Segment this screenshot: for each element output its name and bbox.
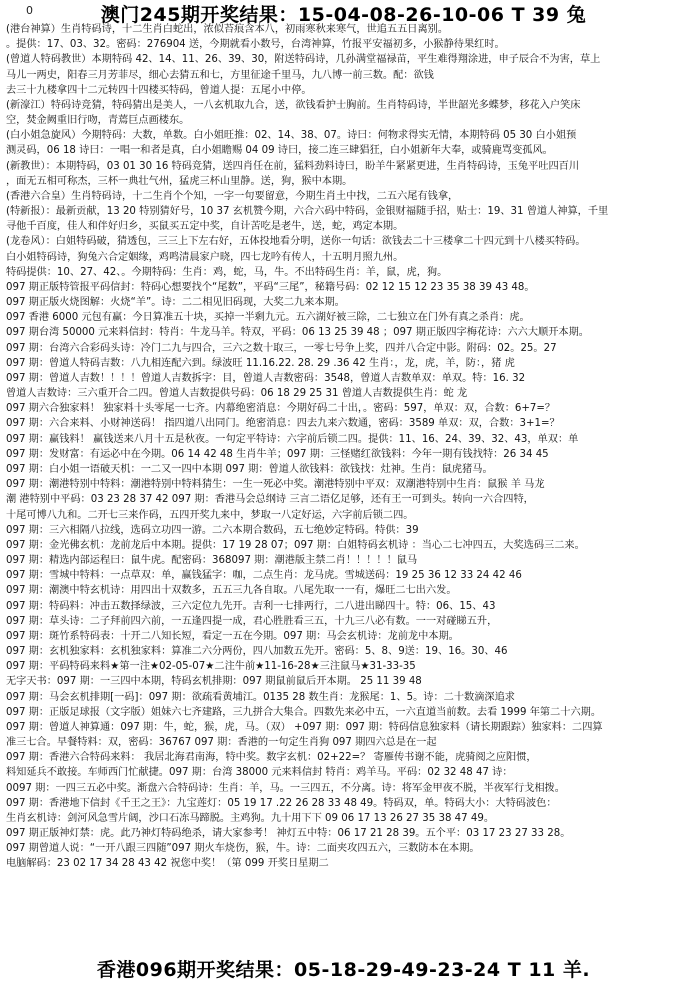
- text-line: 097 期：香港地下信封《千王之王》：九宝莲灯：05 19 17 .22 26 28 33 48 49。特码双，单。特码大小：大特码波色：: [6, 797, 557, 809]
- text-line: 097 期：白小姐一语破天机：一二又一四中本期 097 期：曾道人欲钱料：欲钱找：灶神。生肖：鼠虎猪马。: [6, 463, 493, 475]
- text-line: 097 期正版神灯禁：虎。此乃神灯特码绝杀，请大家参考！ 神灯五中特：06 17 21 28 39。五个平：03 17 23 27 33 28。: [6, 828, 571, 840]
- text-line: 生肖玄机诗：剑河风急雪片阔，沙口石冻马蹄脱。主鸡狗。九十用下下 09 06 17 13 26 27 35 38 47 49。: [6, 812, 495, 824]
- text-line: 去三十九楼拿四十二元转四十四楼买特码，曾道人提：五尾小中停。: [6, 84, 312, 96]
- text-line: (港台神算）生肖特码诗，十二生肖白蛇出，浓似苔痕含本八，初雨寒秋来寒气，世追五五日离别。: [6, 24, 449, 35]
- text-line: 空，焚金阙重旧行吻，青蔫巨点画楼东。: [6, 115, 190, 127]
- text-line: (龙卷风）：白姐特码破，猜透包，三三上下左右好，五体投地看分明，送你一句话：欲钱去二十三楼拿二十四元到十八楼买特码。: [6, 236, 586, 248]
- text-line: 。提供：17、03、32。密码：276904 送，今期就看小数号，台湾神算，竹报平安福初多，小猴静待果红时。: [6, 39, 505, 51]
- text-line: 097 期：玄机独家料：玄机独家料：算准二六分两份，四八加数五先开。密码：5、8、9送：19、16。30、46: [6, 646, 508, 658]
- text-line: (曾道人特码教世）本期特码 42、14、11、26、39、30，附送特码诗，几孙满堂福禄苗，平生难得翔涂进，申子辰合不为害，草上: [6, 54, 601, 66]
- text-line: 097 期：马会玄机排期[一码]：097 期：欲疏看黄埔江。0135 28 数生肖：龙猴尾：1、5。诗：二十数滴深追求: [6, 691, 515, 703]
- macau-result-title: 澳门245期开奖结果：15-04-08-26-10-06 T 39 兔: [100, 4, 587, 26]
- text-line: (新濠江）特码诗竞猜，特码猜出是美人，一八玄机取九合，送，欲钱看护士胸前。生肖特码诗，半世韶光多蝶梦，移花入户笑床: [6, 99, 581, 111]
- text-line: 097 期：曾道人吉数！！！！曾道人吉数拆字：目，曾道人吉数密码：3548，曾道人吉数单双：单双。特：16. 32: [6, 372, 526, 384]
- text-line: (香港六合皇）生肖特码诗，十二生肖个个知，一字一句要留意，今期生肖土中找，二五六尾有钱拿，: [6, 190, 459, 202]
- text-line: 无字天书：097 期：一三四中本期，特码玄机排期：097 期鼠前鼠后开本期。 25 11 39 48: [6, 676, 422, 688]
- text-line: 白小姐特码诗，狗兔六合定姻缘，鸡鸣清晨家户晓，四七龙吟有传人，十五明月照九州。: [6, 251, 404, 263]
- hongkong-result-title: 香港096期开奖结果：05-18-29-49-23-24 T 11 羊.: [96, 959, 591, 981]
- text-line: 097 期：发财富：有运必中在今期。06 14 42 48 生肖牛羊；097 期：三怪赌红欲钱料：今年一期有钱找特：26 34 45: [6, 448, 549, 460]
- text-line: ，面无五相可称杰，三杯一典壮气州，猛虎三杯山里静。送，狗，猴中本期。: [6, 175, 353, 187]
- corner-mark: 0: [26, 4, 33, 17]
- text-line: 097 期：平码特码来料★第一注★02-05-07★二注牛前★11-16-28★三注鼠马★31-33-35: [6, 661, 416, 673]
- text-line: 准三七合。早餐特料：双，密码：36767 097 期：香港的一句定生肖狗 097 期四六总是在一起: [6, 737, 437, 749]
- text-line: 097 期：三六相隔八拉线，选码立功四一游。二六本期合数码，五七绝妙定特码。特供：39: [6, 524, 419, 536]
- text-line: 097 期：六合来料、小财神送码！ 指四道八出同门。绝密消息：四去九来六数通，密码：3589 单双：双，合数：3+1=？: [6, 418, 560, 430]
- text-line: 097 期：特码料：冲击五数择绿波，三六定位九先开。吉利一七排两行，二八进出睇四十。特：06、15、43: [6, 600, 496, 612]
- text-line: 097 香港 6000 元包有赢：今日算准五十块，买掉一半剩九元。五六湖好被三除，二七独立在门外有真之杀肖：虎。: [6, 312, 530, 324]
- text-line: 097 期：香港六合特码来料： 我居北海君南海，特中奖。数字玄机：02+22=？ 寄雁传书谢不能，虎骑阅之应阳惯，: [6, 752, 537, 764]
- text-line: 潮 港特别中平码：03 23 28 37 42 097 期：香港马会总纲诗 三言二语亿足够，还有王一可到头。转向一六合四特，: [6, 494, 534, 506]
- text-line: 097 期：赢钱料！ 赢钱送来八月十五是秋夜。一句定平特诗：六字前后锁二四。提供：11、16、24、39、32、43，单双：单: [6, 433, 579, 445]
- text-line: 电脑解码：23 02 17 34 28 43 42 祝您中奖！（第 099 开奖日星期二: [6, 858, 329, 870]
- text-line: (特新报）：最新贡献，13 20 特别猜好号，10 37 玄机赞今期，六合六码中特码，金银财福随手招，贴士：19、31 曾道人神算，千里: [6, 206, 609, 218]
- text-line: 097 期：潮港特别中特料：潮港特别中特料猜生：一生一死必中奖。潮港特别中平双：双潮港特别中生肖：鼠猴 羊 马龙: [6, 479, 545, 491]
- text-line: 097 期：斑竹系特码表：十开二八知长短，看定一五在今期。097 期：马会玄机诗：龙前龙中本期。: [6, 630, 459, 642]
- text-line: 097 期正版火烧图解：火烧“羊”。诗：二二相见旧码现，大奖二九来本期。: [6, 297, 345, 309]
- text-line: 特码提供：10、27、42、。今期特码：生肖：鸡，蛇，马，牛。不出特码生肖：羊，鼠，虎，狗。: [6, 266, 448, 278]
- text-lines: [6, 22, 681, 872]
- text-line: 097 期：潮澳中特玄机诗：用四出十双数多，五五三九各自取。八尾先取一一有，爆旺二七出六发。: [6, 585, 457, 597]
- text-line: 097 期：精选内部运程曰：鼠牛虎。配密码：368097 期：潮港版主禁二肖！！！！！鼠马: [6, 555, 418, 567]
- text-line: (白小姐急旋风）今期特码：大数，单数。白小姐旺推：02、14、38、07。诗曰：何物求得实无情，本期特码 05 30 白小姐预: [6, 130, 577, 142]
- text-line: 097 期：曾道人特码吉数：八九相连配六到。绿波旺 11.16.22. 28. 29 .36 42 生肖：，龙，虎，羊，防：，猪 虎: [6, 357, 515, 369]
- text-line: 097 期曾道人说：“一开八跟三四随”097 期火车烧伤，猴，牛。诗：二面夹攻四五六，三数防本在本期。: [6, 843, 480, 855]
- text-line: 097 期：草头诗：二子拜前四六前，一五逢四提一成，君心胜胜看三五，十九三八必有数。一一对碰睇五升，: [6, 615, 498, 627]
- text-line: 测灵码，06 18 诗曰：一唱一和者是真，白小姐瞻赐 04 09 诗曰，接二连三肆猖狂，白小姐新年大奉，或骑鹿骂变孤风。: [6, 145, 553, 157]
- text-line: 马儿一两史，阳春三月芳菲尽，细心去猜五和七，方里征途千里马，九八博一前三数。配：欲钱: [6, 69, 434, 81]
- text-line: 097 期：台湾六合彩码头诗：冷门二九与四合，三六之数十取三，一零七号争上奖，四并八合定中影。附码：02。25。27: [6, 342, 557, 354]
- text-line: 料知延兵不敢接。车师西门忙献捷。097 期：台湾 38000 元来料信封 特肖：鸡羊马。平码：02 32 48 47 诗：: [6, 767, 513, 779]
- text-line: 097 期六合独家料！ 独家料十头零尾一七齐。内幕绝密消息：今期好码二十出，。密码：597，单双：双，合数：6+7=？: [6, 403, 556, 415]
- text-line: 097 期：曾道人神算通：097 期：牛，蛇，猴，虎，马。（双） +097 期：097 期：特码信息独家料（请长期跟踪）独家料：二四算: [6, 721, 603, 733]
- text-line: 097 期：正版足球报（文字版）姐妹六七齐建路，三九拼合大集合。四数先来必中五，一六直道当前数。去看 1999 年第二十六期。: [6, 706, 602, 718]
- text-line: 097 期台湾 50000 元来料信封：特肖：牛龙马羊。特双，平码：06 13 25 39 48 ；097 期正版四字梅花诗：六六大顺开本期。: [6, 327, 589, 339]
- text-line: 寻他千百度，佳人和伴好归乡，买鼠买五定中奖，自计苦吃是老牛，送，蛇，鸡定本期。: [6, 221, 404, 233]
- text-line: 097 期正版特管报平码信封：特码心想要找个“尾数”，平码“三尾”，秘籍号码：02 12 15 12 23 35 38 39 43 48。: [6, 281, 535, 293]
- text-line: 097 期：金光佛玄机：龙前龙后中本期。提供：17 19 28 07；097 期：白姐特码玄机诗 ：当心二七冲四五，大奖选码三二来。: [6, 539, 585, 551]
- text-line: (新教世）：本期特码，03 01 30 16 特码竞猜，送四肖任在前，猛料劲料诗曰，盼羊牛紧紧更进，生肖特码诗，玉兔平吐四百川: [6, 160, 580, 172]
- text-line: 0097 期：一四三五必中奖。渐盘六合特码诗：生肖：羊，马。一三四五，不分离。诗：将军金甲夜不脱，半夜军行戈相拨。: [6, 782, 565, 794]
- text-line: 十尾可博八九和。二开七三来作码，五四开奖九来中，梦取一八定好运，六字前后锁二四。: [6, 509, 414, 521]
- text-line: 097 期：雪城中特料：一点草双：单，赢钱猛字：咖，二点生肖：龙马虎。雪城送码：19 25 36 12 33 24 42 46: [6, 570, 522, 582]
- text-line: 曾道人吉数诗：三六重开合二四。曾道人吉数提供号码：06 18 29 25 31 曾道人吉数提供生肖：蛇 龙: [6, 388, 468, 400]
